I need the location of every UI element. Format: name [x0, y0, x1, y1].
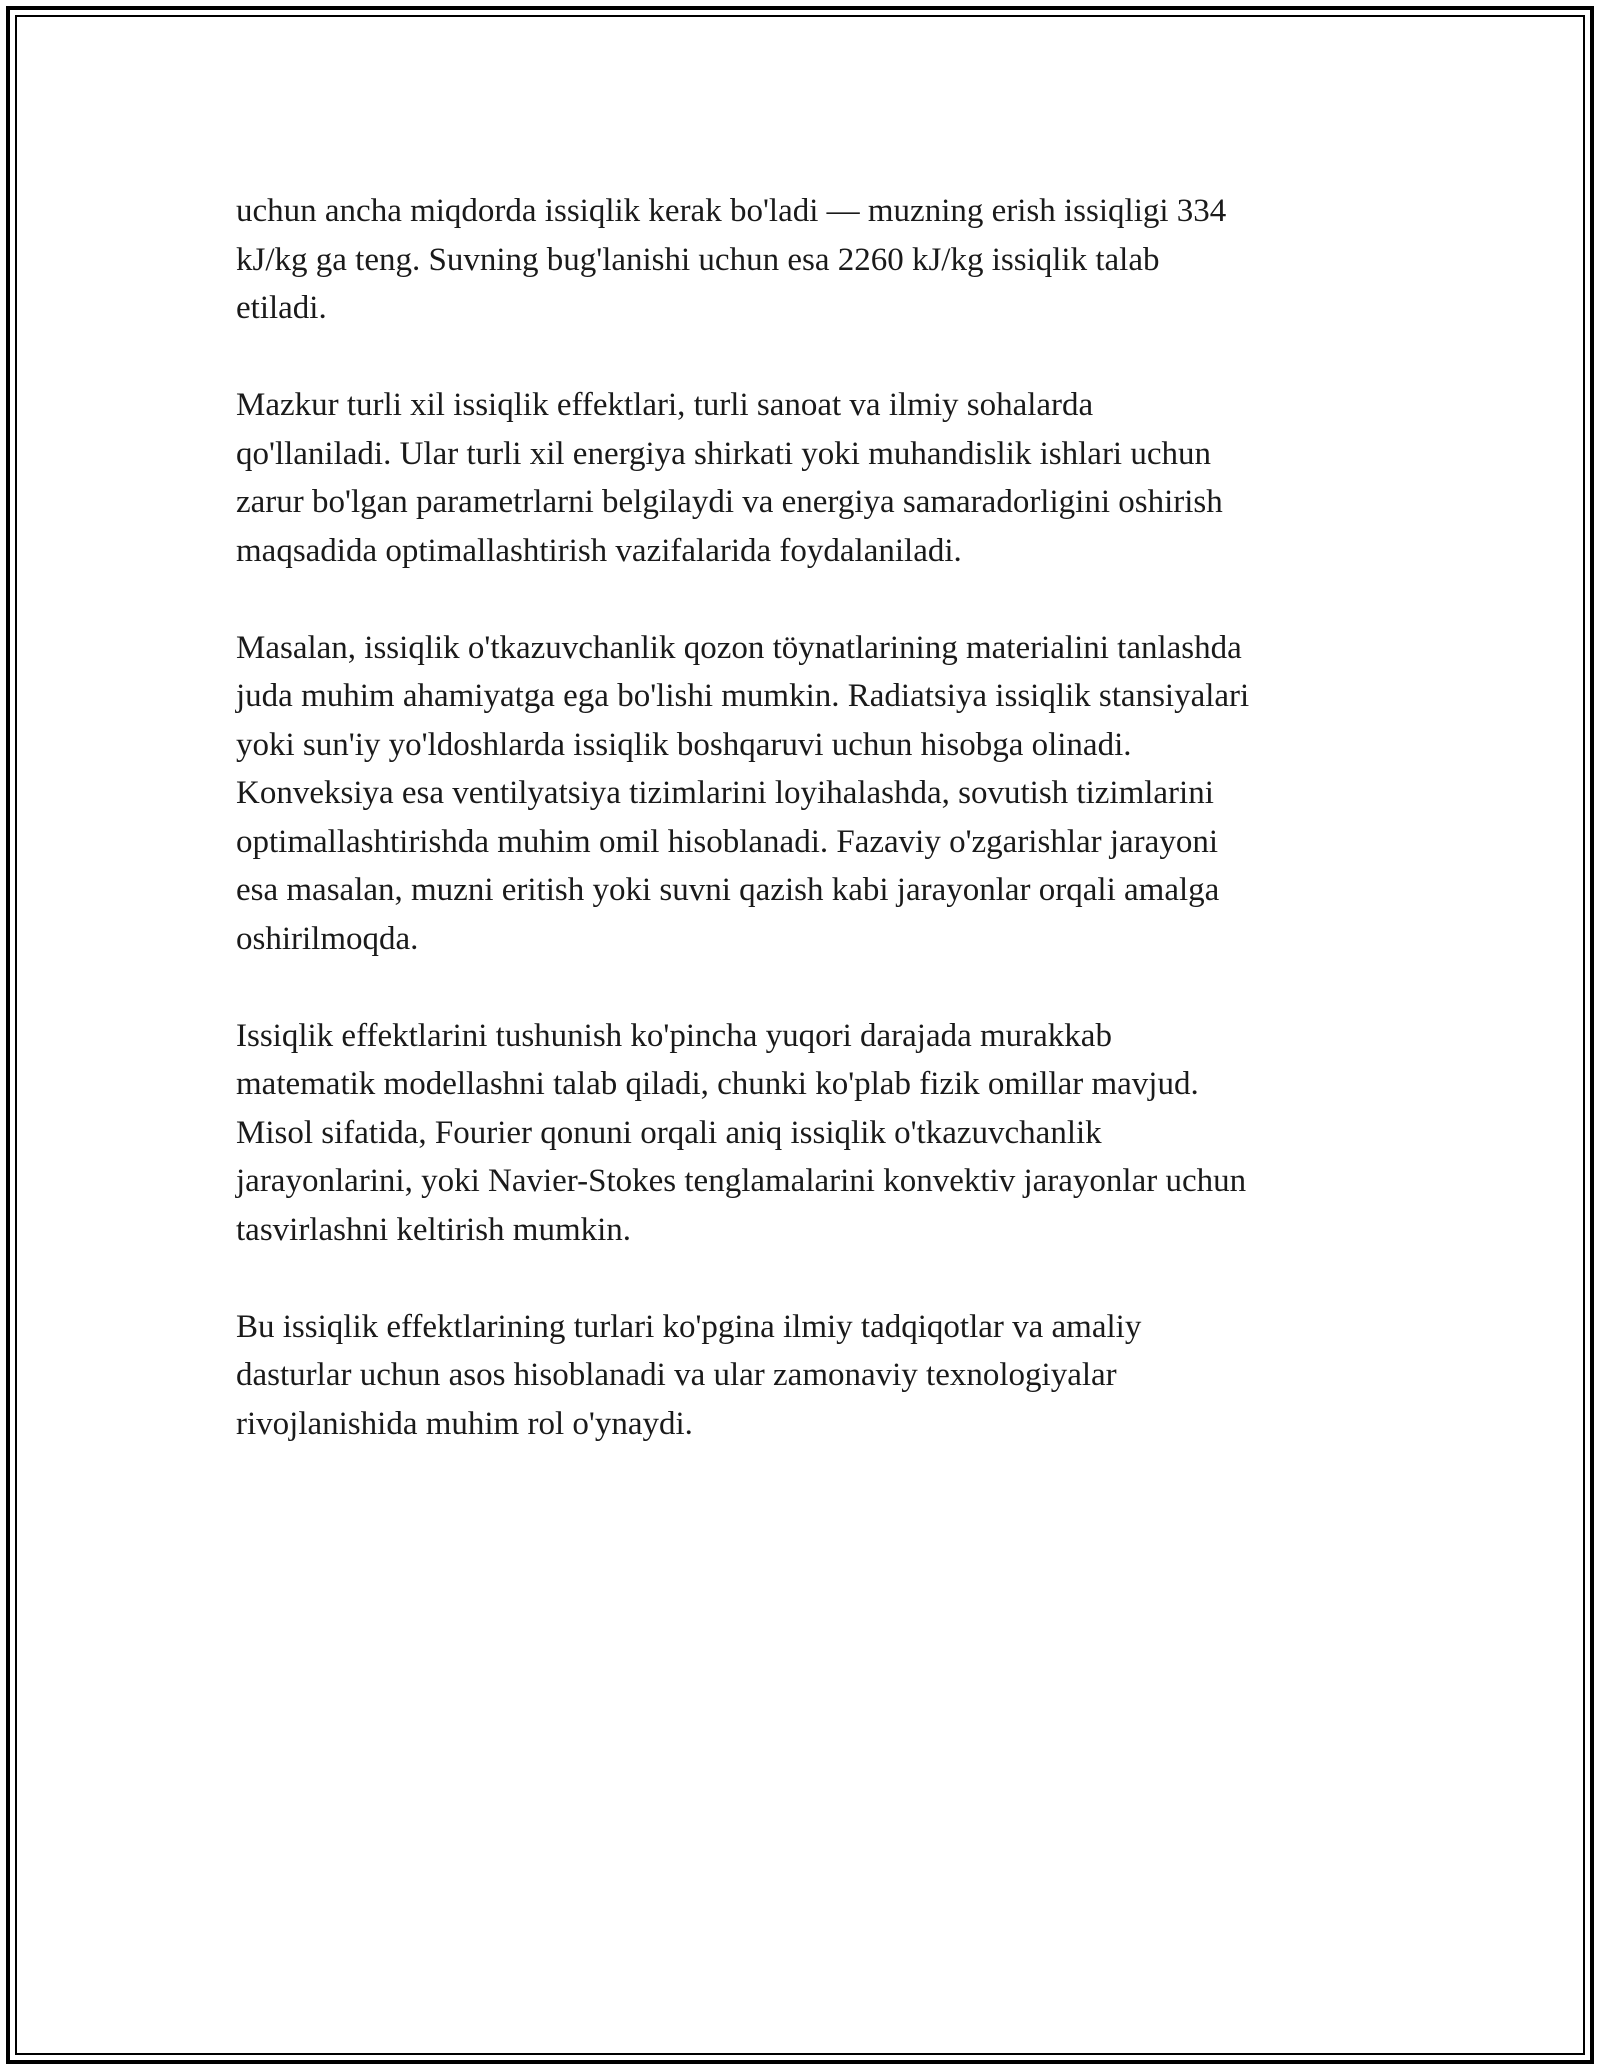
text-line: qo'llaniladi. Ular turli xil energiya shirkati yoki muhandislik ishlari uchun: [236, 435, 1211, 472]
text-line: maqsadida optimallashtirish vazifalarida foydalaniladi.: [236, 532, 962, 569]
text-line: etiladi.: [236, 290, 327, 326]
text-line: kJ/kg ga teng. Suvning bug'lanishi uchun esa 2260 kJ/kg issiqlik talab: [236, 241, 1160, 278]
text-line: zarur bo'lgan parametrlarni belgilaydi va energiya samaradorligini oshirish: [236, 484, 1223, 520]
text-line: Bu issiqlik effektlarining turlari ko'pgina ilmiy tadqiqotlar va amaliy: [236, 1308, 1142, 1345]
text-line: Misol sifatida, Fourier qonuni orqali aniq issiqlik o'tkazuvchanlik: [236, 1114, 1102, 1151]
text-line: Issiqlik effektlarini tushunish ko'pincha yuqori darajada murakkab: [236, 1017, 1112, 1054]
text-line: rivojlanishida muhim rol o'ynaydi.: [236, 1405, 693, 1442]
text-line: matematik modellashni talab qiladi, chunki ko'plab fizik omillar mavjud.: [236, 1066, 1199, 1102]
text-line: Masalan, issiqlik o'tkazuvchanlik qozon töynatlarining materialini tanlashda: [236, 629, 1242, 666]
text-line: optimallashtirishda muhim omil hisoblanadi. Fazaviy o'zgarishlar jarayoni: [236, 823, 1218, 860]
paragraph: [236, 381, 1376, 575]
text-line: yoki sun'iy yo'ldoshlarda issiqlik boshqaruvi uchun hisobga olinadi.: [236, 726, 1132, 763]
document-body: [236, 187, 1376, 1497]
text-line: tasvirlashni keltirish mumkin.: [236, 1211, 632, 1248]
text-line: Mazkur turli xil issiqlik effektlari, turli sanoat va ilmiy sohalarda: [236, 387, 1094, 423]
text-line: oshirilmoqda.: [236, 920, 419, 957]
paragraph: [236, 1012, 1376, 1255]
paragraph: [236, 624, 1376, 964]
paragraph: [236, 1303, 1376, 1449]
text-line: juda muhim ahamiyatga ega bo'lishi mumkin. Radiatsiya issiqlik stansiyalari: [236, 678, 1250, 714]
text-line: Konveksiya esa ventilyatsiya tizimlarini loyihalashda, sovutish tizimlarini: [236, 775, 1214, 811]
text-line: dasturlar uchun asos hisoblanadi va ular zamonaviy texnologiyalar: [236, 1357, 1117, 1393]
text-line: esa masalan, muzni eritish yoki suvni qazish kabi jarayonlar orqali amalga: [236, 872, 1220, 908]
paragraph: [236, 187, 1376, 333]
text-line: uchun ancha miqdorda issiqlik kerak bo'ladi — muzning erish issiqligi 334: [236, 193, 1227, 229]
text-line: jarayonlarini, yoki Navier-Stokes tenglamalarini konvektiv jarayonlar uchun: [236, 1163, 1247, 1199]
